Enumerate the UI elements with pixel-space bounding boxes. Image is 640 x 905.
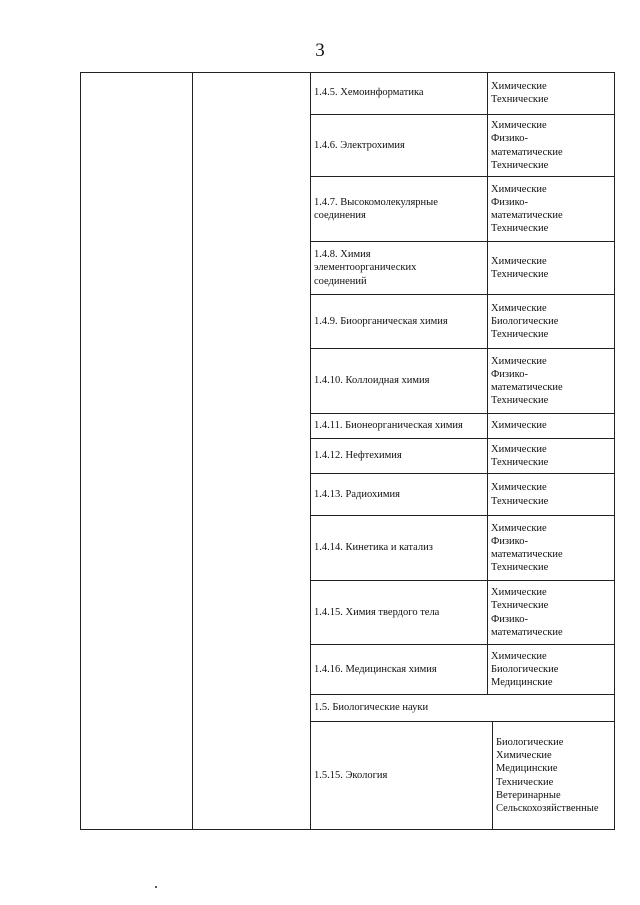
categories-cell: Химические Технические	[491, 80, 549, 105]
specialty-cell: 1.4.16. Медицинская химия	[314, 663, 437, 675]
categories-cell: Химические Биологические Технические	[491, 302, 559, 341]
specialty-cell: 1.4.15. Химия твердого тела	[314, 606, 440, 618]
column-divider-3-lower	[492, 722, 493, 830]
categories-cell: Биологические Химические Медицинские Технические Ветеринарные Сельскохозяйственные	[496, 736, 599, 814]
categories-cell: Химические Физико- математические Технические	[491, 522, 563, 574]
categories-cell: Химические	[491, 420, 547, 432]
categories-cell: Химические Технические	[491, 255, 549, 280]
categories-cell: Химические Физико- математические Технические	[491, 120, 563, 171]
specialty-cell: 1.4.14. Кинетика и катализ	[314, 542, 433, 554]
section-header: 1.5. Биологические науки	[314, 702, 429, 714]
categories-cell: Химические Физико- математические Технические	[491, 183, 563, 235]
table-left-border	[80, 72, 81, 830]
page-number: 3	[315, 40, 325, 61]
specialty-cell: 1.4.8. Химия элементоорганических соединений	[314, 249, 417, 287]
categories-cell: Химические Технические	[491, 443, 549, 468]
specialty-cell: 1.4.13. Радиохимия	[314, 488, 400, 500]
specialty-cell: 1.4.12. Нефтехимия	[314, 450, 402, 462]
column-divider-1	[192, 72, 193, 830]
scan-speck	[155, 886, 157, 888]
categories-cell: Химические Физико- математические Технические	[491, 355, 563, 407]
categories-cell: Химические Технические	[491, 482, 549, 507]
specialties-table	[80, 72, 615, 830]
categories-cell: Химические Биологические Медицинские	[491, 650, 559, 689]
categories-cell: Химические Технические Физико- математические	[491, 587, 563, 638]
specialty-cell: 1.4.11. Бионеорганическая химия	[314, 420, 463, 432]
column-divider-2	[310, 72, 311, 830]
specialty-cell: 1.4.5. Хемоинформатика	[314, 87, 424, 99]
specialty-cell: 1.4.10. Коллоидная химия	[314, 375, 430, 387]
specialty-cell: 1.5.15. Экология	[314, 769, 388, 781]
table-bottom-border	[80, 829, 615, 830]
column-divider-3	[487, 72, 488, 695]
specialty-cell: 1.4.6. Электрохимия	[314, 139, 405, 151]
specialty-cell: 1.4.9. Биоорганическая химия	[314, 315, 448, 327]
specialty-cell: 1.4.7. Высокомолекулярные соединения	[314, 196, 438, 221]
